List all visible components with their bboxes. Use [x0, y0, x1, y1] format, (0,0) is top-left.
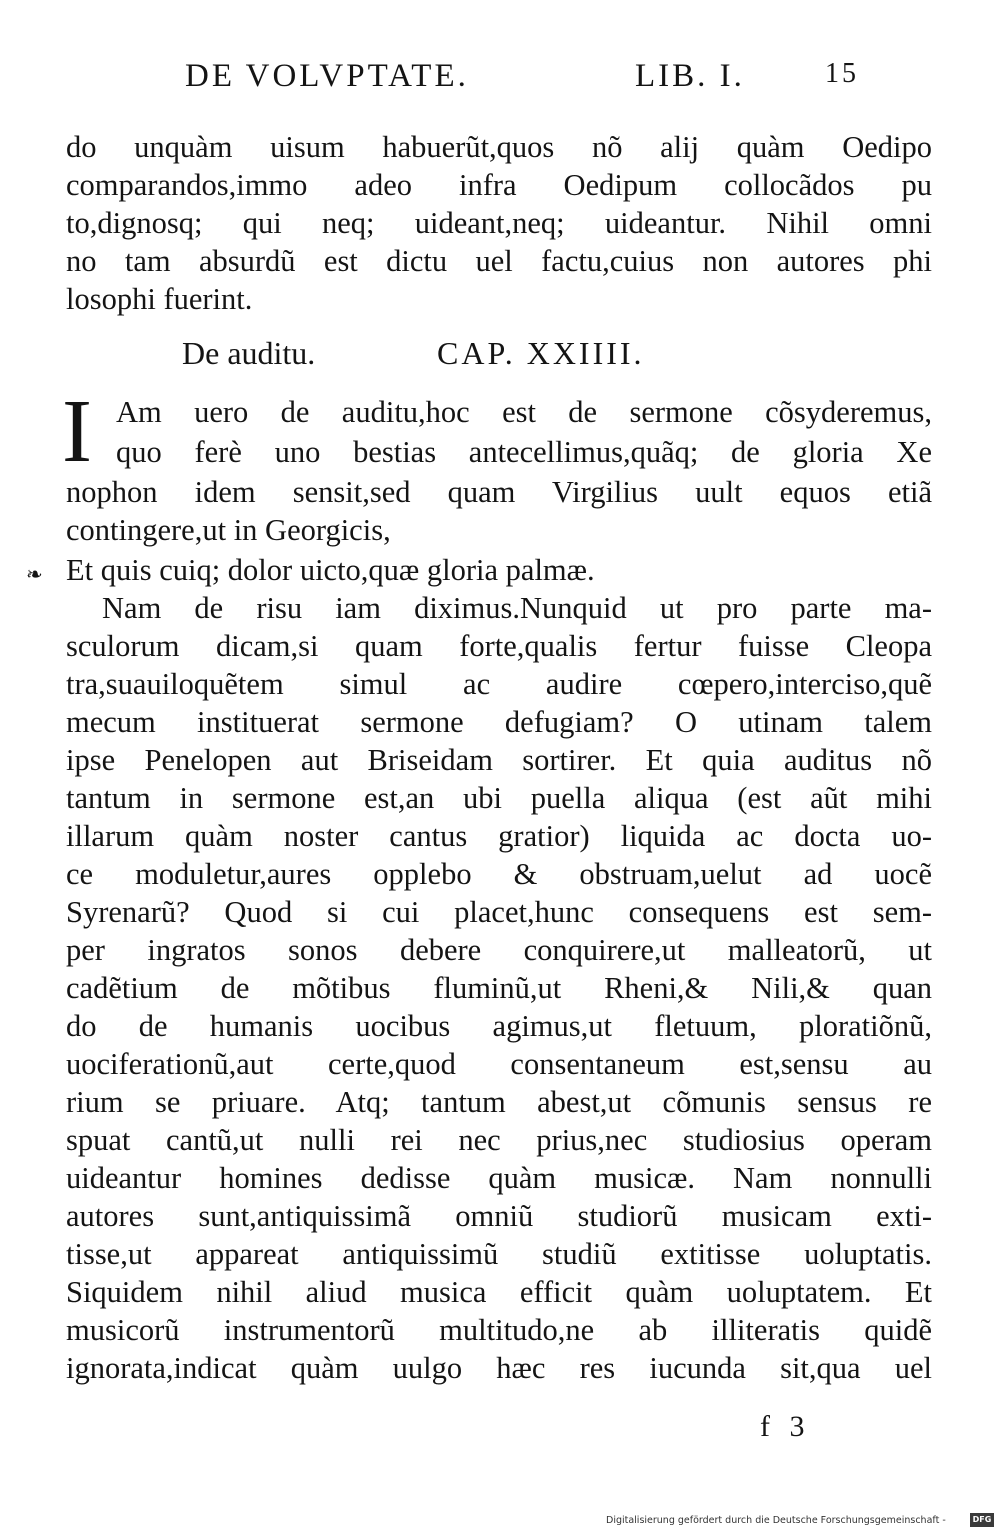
text-line: rium se priuare. Atq; tantum abest,ut cõmunis sensus re	[66, 1085, 932, 1119]
text-line: per ingratos sonos debere conquirere,ut malleatorũ, ut	[66, 933, 932, 967]
text-line: comparandos,immo adeo infra Oedipum collocãdos pu	[66, 168, 932, 202]
text-line: quo ferè uno bestias antecellimus,quãq; de gloria Xe	[116, 435, 932, 469]
dfg-logo-icon: DFG	[970, 1513, 994, 1527]
text-line: tantum in sermone est,an ubi puella aliqua (est aũt mihi	[66, 781, 932, 815]
text-line: do de humanis uocibus agimus,ut fletuum, ploratiõnũ,	[66, 1009, 932, 1043]
funding-note: Digitalisierung gefördert durch die Deutsche Forschungsgemeinschaft -	[606, 1515, 946, 1526]
text-line: Siquidem nihil aliud musica efficit quàm uoluptatem. Et	[66, 1275, 932, 1309]
text-line: illarum quàm noster cantus gratior) liquida ac docta uo-	[66, 819, 932, 853]
text-line: uociferationũ,aut certe,quod consentaneum est,sensu au	[66, 1047, 932, 1081]
text-line: ipse Penelopen aut Briseidam sortirer. Et quia auditus nõ	[66, 743, 932, 777]
text-line: Am uero de auditu,hoc est de sermone cõsyderemus,	[116, 395, 932, 429]
signature-mark: f 3	[760, 1410, 811, 1443]
funding-footer	[600, 1512, 996, 1530]
text-line: no tam absurdũ est dictu uel factu,cuius non autores phi	[66, 244, 932, 278]
initial-capital: I	[62, 382, 92, 481]
text-line: contingere,ut in Georgicis,	[66, 513, 391, 547]
chapter-title: De auditu.	[182, 335, 316, 371]
text-line: spuat cantũ,ut nulli rei nec prius,nec studiosius operam	[66, 1123, 932, 1157]
text-line: Syrenarũ? Quod si cui placet,hunc consequens est sem-	[66, 895, 932, 929]
text-line: nophon idem sensit,sed quam Virgilius uult equos etiã	[66, 475, 932, 509]
text-line: tra,suauiloquẽtem simul ac audire cœpero,interciso,quẽ	[66, 667, 932, 701]
folio-number: 15	[825, 58, 859, 89]
text-line: mecum instituerat sermone defugiam? O utinam talem	[66, 705, 932, 739]
text-line: ignorata,indicat quàm uulgo hæc res iucunda sit,qua uel	[66, 1351, 932, 1385]
text-line: sculorum dicam,si quam forte,qualis fertur fuisse Cleopa	[66, 629, 932, 663]
margin-mark: ❧	[26, 562, 43, 586]
text-line: to,dignosq; qui neq; uideant,neq; uideantur. Nihil omni	[66, 206, 932, 240]
text-line: musicorũ instrumentorũ multitudo,ne ab illiteratis quidẽ	[66, 1313, 932, 1347]
chapter-heading	[182, 335, 782, 379]
text-line: do unquàm uisum habuerũt,quos nõ alij quàm Oedipo	[66, 130, 932, 164]
text-line: ce moduletur,aures opplebo & obstruam,uelut ad uocẽ	[66, 857, 932, 891]
text-line: losophi fuerint.	[66, 282, 253, 316]
text-line: Nam de risu iam diximus.Nunquid ut pro parte ma-	[102, 591, 932, 625]
running-header	[185, 58, 905, 108]
text-line: tisse,ut appareat antiquissimũ studiũ extitisse uoluptatis.	[66, 1237, 932, 1271]
text-line: autores sunt,antiquissimã omniũ studiorũ musicam exti-	[66, 1199, 932, 1233]
verse-line: Et quis cuiq; dolor uicto,quæ gloria palmæ.	[66, 553, 595, 587]
chapter-number: CAP. XXIIII.	[437, 335, 645, 371]
book-number: LIB. I.	[635, 58, 745, 94]
running-title: DE VOLVPTATE.	[185, 58, 469, 94]
text-line: cadẽtium de mõtibus fluminũ,ut Rheni,& Nili,& quan	[66, 971, 932, 1005]
text-line: uideantur homines dedisse quàm musicæ. Nam nonnulli	[66, 1161, 932, 1195]
